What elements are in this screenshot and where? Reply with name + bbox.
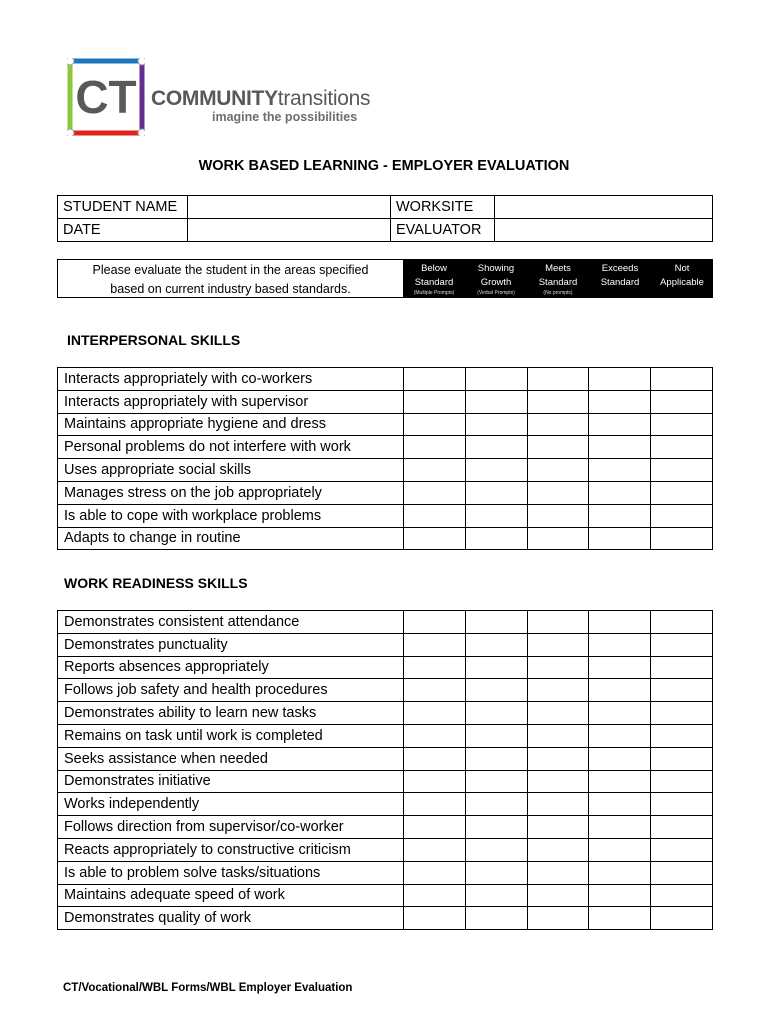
skill-label: Reacts appropriately to constructive criticism xyxy=(58,838,404,861)
rating-cell[interactable] xyxy=(403,413,465,436)
interpersonal-skills-table xyxy=(57,367,713,550)
rating-line-2: Standard xyxy=(414,277,454,288)
worksite-label: WORKSITE xyxy=(391,196,495,219)
skill-row xyxy=(58,770,713,793)
rating-cell[interactable] xyxy=(651,838,713,861)
rating-cell[interactable] xyxy=(651,481,713,504)
rating-cell[interactable] xyxy=(527,793,589,816)
rating-cell[interactable] xyxy=(465,656,527,679)
rating-cell[interactable] xyxy=(403,770,465,793)
rating-cell[interactable] xyxy=(403,527,465,550)
rating-cell[interactable] xyxy=(651,436,713,459)
rating-cell[interactable] xyxy=(589,656,651,679)
rating-cell[interactable] xyxy=(527,724,589,747)
rating-cell[interactable] xyxy=(589,527,651,550)
skill-row xyxy=(58,793,713,816)
rating-cell[interactable] xyxy=(465,907,527,930)
rating-cell[interactable] xyxy=(589,793,651,816)
rating-cell[interactable] xyxy=(403,390,465,413)
rating-line-2: Standard xyxy=(538,277,578,288)
rating-cell[interactable] xyxy=(651,861,713,884)
rating-cell[interactable] xyxy=(651,679,713,702)
rating-cell[interactable] xyxy=(589,907,651,930)
work-readiness-skills-table xyxy=(57,610,713,930)
rating-below-standard xyxy=(403,260,465,297)
rating-cell[interactable] xyxy=(651,368,713,391)
rating-label xyxy=(403,260,465,290)
skill-label: Demonstrates punctuality xyxy=(58,633,404,656)
rating-label xyxy=(527,260,589,290)
rating-cell[interactable] xyxy=(403,504,465,527)
skill-row xyxy=(58,838,713,861)
rating-cell[interactable] xyxy=(465,724,527,747)
rating-cell[interactable] xyxy=(651,656,713,679)
rating-cell[interactable] xyxy=(403,816,465,839)
skill-row xyxy=(58,390,713,413)
rating-cell[interactable] xyxy=(403,459,465,482)
skill-row xyxy=(58,884,713,907)
rating-cell[interactable] xyxy=(465,413,527,436)
skill-label: Uses appropriate social skills xyxy=(58,459,404,482)
rating-cell[interactable] xyxy=(651,633,713,656)
skill-row xyxy=(58,679,713,702)
evaluator-label: EVALUATOR xyxy=(391,219,495,242)
rating-line-1: Exceeds xyxy=(601,263,639,274)
skill-label: Adapts to change in routine xyxy=(58,527,404,550)
brand-name xyxy=(151,87,370,111)
skill-row xyxy=(58,702,713,725)
rating-cell[interactable] xyxy=(465,368,527,391)
skill-label: Demonstrates consistent attendance xyxy=(58,611,404,634)
rating-cell[interactable] xyxy=(589,816,651,839)
skill-label: Follows direction from supervisor/co-worker xyxy=(58,816,404,839)
rating-cell[interactable] xyxy=(527,884,589,907)
rating-cell[interactable] xyxy=(527,838,589,861)
rating-cell[interactable] xyxy=(589,884,651,907)
skill-label: Reports absences appropriately xyxy=(58,656,404,679)
rating-cell[interactable] xyxy=(465,633,527,656)
skill-label: Maintains appropriate hygiene and dress xyxy=(58,413,404,436)
rating-cell[interactable] xyxy=(651,413,713,436)
worksite-field[interactable] xyxy=(495,196,713,219)
rating-cell[interactable] xyxy=(651,459,713,482)
rating-cell[interactable] xyxy=(403,793,465,816)
rating-cell[interactable] xyxy=(403,611,465,634)
skill-label: Is able to problem solve tasks/situations xyxy=(58,861,404,884)
evaluation-instructions xyxy=(58,260,403,298)
rating-cell[interactable] xyxy=(465,527,527,550)
rating-cell[interactable] xyxy=(465,390,527,413)
rating-legend xyxy=(57,259,713,298)
rating-cell[interactable] xyxy=(589,436,651,459)
rating-label xyxy=(465,260,527,290)
skill-row xyxy=(58,481,713,504)
rating-line-2: Applicable xyxy=(660,277,704,288)
rating-cell[interactable] xyxy=(651,611,713,634)
rating-showing-growth xyxy=(465,260,527,297)
rating-cell[interactable] xyxy=(403,436,465,459)
skill-row xyxy=(58,413,713,436)
rating-not-applicable xyxy=(651,260,713,290)
instruction-line-1: Please evaluate the student in the areas specified xyxy=(92,263,369,277)
rating-cell[interactable] xyxy=(651,702,713,725)
document-title: WORK BASED LEARNING - EMPLOYER EVALUATION xyxy=(198,158,570,174)
rating-cell[interactable] xyxy=(465,679,527,702)
rating-cell[interactable] xyxy=(589,679,651,702)
rating-line-2: Standard xyxy=(600,277,640,288)
rating-cell[interactable] xyxy=(589,504,651,527)
skill-row xyxy=(58,459,713,482)
skill-row xyxy=(58,907,713,930)
skill-row xyxy=(58,656,713,679)
skill-row xyxy=(58,611,713,634)
rating-line-1: Not xyxy=(674,263,690,274)
rating-cell[interactable] xyxy=(403,838,465,861)
rating-cell[interactable] xyxy=(527,816,589,839)
rating-cell[interactable] xyxy=(651,390,713,413)
rating-cell[interactable] xyxy=(651,747,713,770)
skill-label: Remains on task until work is completed xyxy=(58,724,404,747)
rating-cell[interactable] xyxy=(589,724,651,747)
skill-row xyxy=(58,436,713,459)
rating-cell[interactable] xyxy=(527,459,589,482)
interpersonal-skills-title: INTERPERSONAL SKILLS xyxy=(67,332,241,348)
skill-label: Interacts appropriately with co-workers xyxy=(58,368,404,391)
ct-logo-icon xyxy=(67,58,145,136)
rating-cell[interactable] xyxy=(527,656,589,679)
rating-cell[interactable] xyxy=(403,656,465,679)
skill-label: Personal problems do not interfere with work xyxy=(58,436,404,459)
rating-cell[interactable] xyxy=(527,747,589,770)
rating-cell[interactable] xyxy=(651,907,713,930)
rating-cell[interactable] xyxy=(527,861,589,884)
skill-row xyxy=(58,633,713,656)
rating-cell[interactable] xyxy=(527,679,589,702)
rating-cell[interactable] xyxy=(527,527,589,550)
rating-cell[interactable] xyxy=(527,481,589,504)
rating-cell[interactable] xyxy=(589,390,651,413)
skill-row xyxy=(58,504,713,527)
rating-cell[interactable] xyxy=(465,481,527,504)
evaluator-field[interactable] xyxy=(495,219,713,242)
skill-label: Maintains adequate speed of work xyxy=(58,884,404,907)
skill-label: Is able to cope with workplace problems xyxy=(58,504,404,527)
work-readiness-skills-title: WORK READINESS SKILLS xyxy=(64,575,248,591)
rating-cell[interactable] xyxy=(651,504,713,527)
rating-cell[interactable] xyxy=(403,702,465,725)
rating-cell[interactable] xyxy=(465,770,527,793)
rating-cell[interactable] xyxy=(465,459,527,482)
rating-cell[interactable] xyxy=(465,884,527,907)
date-field[interactable] xyxy=(188,219,391,242)
rating-cell[interactable] xyxy=(589,770,651,793)
rating-cell[interactable] xyxy=(589,747,651,770)
rating-cell[interactable] xyxy=(527,413,589,436)
rating-cell[interactable] xyxy=(403,861,465,884)
rating-cell[interactable] xyxy=(527,504,589,527)
rating-cell[interactable] xyxy=(589,413,651,436)
rating-cell[interactable] xyxy=(527,633,589,656)
skill-label: Follows job safety and health procedures xyxy=(58,679,404,702)
skill-label: Seeks assistance when needed xyxy=(58,747,404,770)
rating-note: (Multiple Prompts) xyxy=(413,290,455,296)
rating-cell[interactable] xyxy=(589,611,651,634)
skill-label: Demonstrates initiative xyxy=(58,770,404,793)
skill-label: Demonstrates quality of work xyxy=(58,907,404,930)
rating-label xyxy=(589,260,651,290)
rating-cell[interactable] xyxy=(465,861,527,884)
rating-cell[interactable] xyxy=(589,633,651,656)
rating-cell[interactable] xyxy=(589,481,651,504)
skill-row xyxy=(58,747,713,770)
rating-cell[interactable] xyxy=(465,504,527,527)
rating-exceeds-standard xyxy=(589,260,651,290)
ct-logo-text: CT xyxy=(75,71,137,123)
rating-cell[interactable] xyxy=(403,679,465,702)
community-transitions-logo xyxy=(67,58,417,138)
rating-cell[interactable] xyxy=(465,436,527,459)
rating-cell[interactable] xyxy=(403,724,465,747)
rating-cell[interactable] xyxy=(403,633,465,656)
rating-cell[interactable] xyxy=(403,884,465,907)
rating-cell[interactable] xyxy=(651,527,713,550)
skill-label: Manages stress on the job appropriately xyxy=(58,481,404,504)
rating-cell[interactable] xyxy=(651,770,713,793)
rating-cell[interactable] xyxy=(651,724,713,747)
student-name-field[interactable] xyxy=(188,196,391,219)
brand-name-bold: COMMUNITY xyxy=(151,87,278,110)
student-info-table xyxy=(57,195,713,242)
rating-line-1: Showing xyxy=(477,263,515,274)
rating-cell[interactable] xyxy=(589,702,651,725)
rating-cell[interactable] xyxy=(527,390,589,413)
rating-cell[interactable] xyxy=(589,861,651,884)
rating-cell[interactable] xyxy=(527,436,589,459)
rating-cell[interactable] xyxy=(465,793,527,816)
brand-name-light: transitions xyxy=(277,87,371,110)
rating-cell[interactable] xyxy=(465,838,527,861)
rating-cell[interactable] xyxy=(465,611,527,634)
footer-path: CT/Vocational/WBL Forms/WBL Employer Evaluation xyxy=(63,982,353,994)
rating-cell[interactable] xyxy=(589,459,651,482)
rating-scale-header xyxy=(403,260,713,297)
rating-cell[interactable] xyxy=(465,816,527,839)
rating-note: (Verbal Prompts) xyxy=(477,290,515,296)
rating-cell[interactable] xyxy=(589,838,651,861)
rating-line-1: Meets xyxy=(545,263,571,274)
skill-row xyxy=(58,527,713,550)
skill-row xyxy=(58,368,713,391)
rating-cell[interactable] xyxy=(651,884,713,907)
skill-label: Demonstrates ability to learn new tasks xyxy=(58,702,404,725)
rating-cell[interactable] xyxy=(651,816,713,839)
rating-label xyxy=(651,260,713,290)
rating-cell[interactable] xyxy=(527,611,589,634)
skill-label: Interacts appropriately with supervisor xyxy=(58,390,404,413)
rating-cell[interactable] xyxy=(527,368,589,391)
rating-note: (No prompts) xyxy=(543,290,573,296)
skill-row xyxy=(58,861,713,884)
rating-cell[interactable] xyxy=(403,907,465,930)
skill-row xyxy=(58,724,713,747)
rating-cell[interactable] xyxy=(403,747,465,770)
student-name-label: STUDENT NAME xyxy=(58,196,188,219)
rating-cell[interactable] xyxy=(651,793,713,816)
rating-cell[interactable] xyxy=(465,747,527,770)
rating-cell[interactable] xyxy=(465,702,527,725)
rating-line-1: Below xyxy=(421,263,447,274)
skill-label: Works independently xyxy=(58,793,404,816)
brand-tagline: imagine the possibilities xyxy=(212,110,358,124)
rating-cell[interactable] xyxy=(403,481,465,504)
rating-meets-standard xyxy=(527,260,589,297)
rating-cell[interactable] xyxy=(403,368,465,391)
rating-line-2: Growth xyxy=(480,277,512,288)
date-label: DATE xyxy=(58,219,188,242)
skill-row xyxy=(58,816,713,839)
rating-cell[interactable] xyxy=(527,770,589,793)
rating-cell[interactable] xyxy=(527,907,589,930)
rating-cell[interactable] xyxy=(527,702,589,725)
rating-cell[interactable] xyxy=(589,368,651,391)
instruction-line-2: based on current industry based standards. xyxy=(110,282,351,296)
